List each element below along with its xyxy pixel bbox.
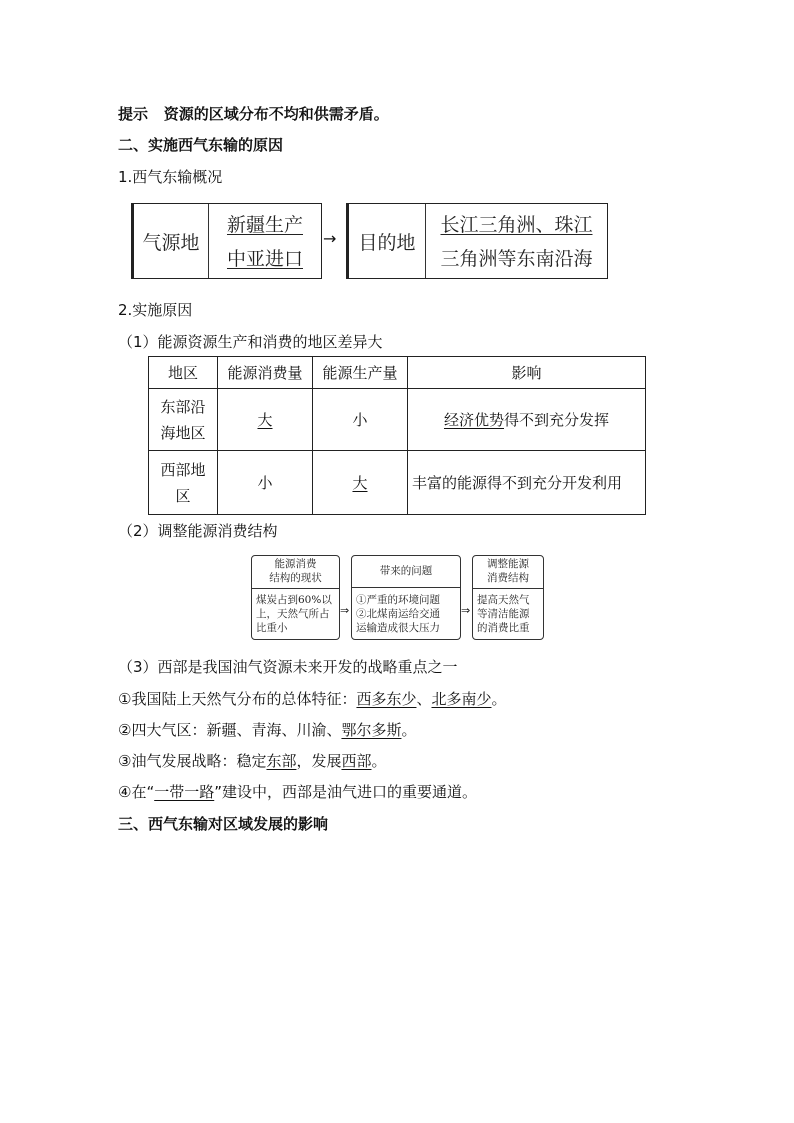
hint-label: 提示 xyxy=(118,105,149,123)
flow-box-adjust-body: 提高天然气 等清洁能源 的消费比重 xyxy=(477,594,530,634)
source-item-xinjiang: 新疆生产 xyxy=(226,214,303,236)
region-cell: 西部地 区 xyxy=(149,451,218,515)
impact-cell: 丰富的能源得不到充分开发利用 xyxy=(408,451,646,515)
destination-box xyxy=(346,203,608,279)
table-row xyxy=(149,389,646,451)
consumption-cell: 小 xyxy=(218,451,313,515)
destination-line-1: 长江三角洲、珠江 xyxy=(440,214,593,236)
hint-line xyxy=(118,103,389,124)
production-cell: 小 xyxy=(313,389,408,451)
source-box xyxy=(131,203,322,279)
production-cell: 大 xyxy=(313,451,408,515)
region-cell: 东部沿 海地区 xyxy=(149,389,218,451)
section-2-title: 二、实施西气东输的原因 xyxy=(118,136,284,154)
flow-box-adjust xyxy=(472,555,544,640)
section-3-title: 三、西气东输对区域发展的影响 xyxy=(118,815,329,833)
overview-title: 1.西气东输概况 xyxy=(118,168,223,186)
flow-box-problems xyxy=(351,555,461,640)
energy-table xyxy=(148,356,646,515)
flow-box-status xyxy=(251,555,340,640)
reasons-sub2: （2）调整能源消费结构 xyxy=(118,522,278,540)
table-header: 能源生产量 xyxy=(313,357,408,389)
table-header: 能源消费量 xyxy=(218,357,313,389)
item-1: ①我国陆上天然气分布的总体特征：西多东少、北多南少。 xyxy=(118,690,507,708)
table-header: 影响 xyxy=(408,357,646,389)
item-4: ④在“一带一路”建设中，西部是油气进口的重要通道。 xyxy=(118,783,478,801)
consumption-cell: 大 xyxy=(218,389,313,451)
reasons-title: 2.实施原因 xyxy=(118,301,193,319)
destination-line-2: 三角洲等东南沿海 xyxy=(440,248,593,270)
overview-arrow: → xyxy=(323,229,337,248)
item-3: ③油气发展战略：稳定东部，发展西部。 xyxy=(118,752,387,770)
hint-text: 资源的区域分布不均和供需矛盾。 xyxy=(163,105,389,123)
flow-box-problems-body: ①严重的环境问题 ②北煤南运给交通 运输造成很大压力 xyxy=(356,594,440,634)
destination-label: 目的地 xyxy=(358,231,416,254)
table-header: 地区 xyxy=(149,357,218,389)
impact-cell: 经济优势得不到充分发挥 xyxy=(408,389,646,451)
reasons-sub1: （1）能源资源生产和消费的地区差异大 xyxy=(118,333,383,351)
flow-box-problems-head: 带来的问题 xyxy=(352,556,460,588)
source-label: 气源地 xyxy=(142,231,200,254)
flow-box-status-body: 煤炭占到60%以 上，天然气所占 比重小 xyxy=(256,594,332,634)
flow-box-adjust-head: 调整能源 消费结构 xyxy=(473,556,543,589)
reasons-sub3: （3）西部是我国油气资源未来开发的战略重点之一 xyxy=(118,658,458,676)
flow-box-status-head: 能源消费 结构的现状 xyxy=(252,556,339,589)
table-row xyxy=(149,451,646,515)
source-item-central-asia: 中亚进口 xyxy=(226,248,303,270)
item-2: ②四大气区：新疆、青海、川渝、鄂尔多斯。 xyxy=(118,721,417,739)
flow-arrow-1: ⇒ xyxy=(340,604,350,617)
flow-arrow-2: ⇒ xyxy=(461,604,471,617)
